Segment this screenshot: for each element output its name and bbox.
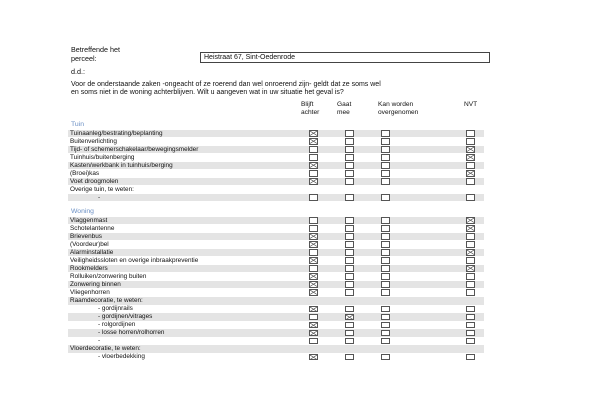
checkbox-gaat-mee[interactable] (345, 241, 354, 248)
checkbox-blijft-achter[interactable] (309, 138, 318, 145)
row-label: Alarminstallatie (70, 248, 114, 256)
row-label: Tuinaanleg/bestrating/beplanting (70, 129, 163, 137)
row-label: Voet droogmolen (70, 177, 119, 185)
row-label: Veiligheidssloten en overige inbraakpreventie (70, 256, 199, 264)
checkbox-overgenomen[interactable] (381, 170, 390, 177)
checkbox-overgenomen[interactable] (381, 314, 390, 321)
checkbox-nvt[interactable] (466, 241, 475, 248)
checklist-row (68, 217, 484, 225)
row-label: - rolgordijnen (98, 321, 136, 329)
checkbox-overgenomen[interactable] (381, 130, 390, 137)
checkbox-gaat-mee[interactable] (345, 265, 354, 272)
betreffende-label: Betreffende het (71, 45, 121, 54)
checklist-row (68, 305, 484, 313)
checkbox-nvt[interactable] (466, 225, 475, 232)
checkbox-nvt[interactable] (466, 194, 475, 201)
checkbox-overgenomen[interactable] (381, 138, 390, 145)
checkmark-x-icon (310, 258, 317, 263)
checkbox-blijft-achter[interactable] (309, 170, 318, 177)
row-label: - (98, 193, 101, 201)
checklist-row (68, 353, 484, 361)
checkbox-blijft-achter[interactable] (309, 330, 318, 337)
row-label: - gordijnrails (98, 305, 133, 313)
checkmark-x-icon (310, 242, 317, 247)
checklist-row (68, 233, 484, 241)
checkbox-gaat-mee[interactable] (345, 354, 354, 361)
checkbox-overgenomen[interactable] (381, 330, 390, 337)
row-label: Buitenverlichting (70, 137, 117, 145)
checklist-row (68, 146, 484, 154)
row-label: Vlaggenmast (70, 216, 108, 224)
row-label: Kasten/werkbank in tuinhuis/berging (70, 161, 173, 169)
checkbox-blijft-achter[interactable] (309, 154, 318, 161)
checkmark-x-icon (310, 163, 317, 168)
checkbox-gaat-mee[interactable] (345, 314, 354, 321)
checkbox-nvt[interactable] (466, 330, 475, 337)
checkbox-gaat-mee[interactable] (345, 281, 354, 288)
checkbox-gaat-mee[interactable] (345, 225, 354, 232)
checklist-row (68, 249, 484, 257)
row-label: (Broei)kas (70, 169, 100, 177)
intro-line-2: en soms niet in de woning achterblijven. Wilt u aangeven wat in uw situatie het geval is? (71, 89, 344, 97)
intro-line-1: Voor de onderstaande zaken -ongeacht of ze roerend dan wel onroerend zijn- geldt dat ze soms wel (71, 81, 381, 88)
checkmark-x-icon (467, 171, 474, 176)
checkbox-blijft-achter[interactable] (309, 241, 318, 248)
checkbox-nvt[interactable] (466, 322, 475, 329)
checklist-row (68, 162, 484, 170)
checkbox-overgenomen[interactable] (381, 265, 390, 272)
checkmark-x-icon (310, 131, 317, 136)
checkbox-overgenomen[interactable] (381, 233, 390, 240)
checkbox-nvt[interactable] (466, 289, 475, 296)
checkbox-gaat-mee[interactable] (345, 338, 354, 345)
checkbox-gaat-mee[interactable] (345, 194, 354, 201)
checkbox-overgenomen[interactable] (381, 354, 390, 361)
checkbox-overgenomen[interactable] (381, 241, 390, 248)
checklist-row (68, 313, 484, 321)
checkbox-blijft-achter[interactable] (309, 306, 318, 313)
row-label: Schotelantenne (70, 224, 115, 232)
row-label: Rookmelders (70, 264, 108, 272)
checkmark-x-icon (310, 355, 317, 360)
checkmark-x-icon (310, 323, 317, 328)
row-label: Raamdecoratie, te weten: (70, 297, 143, 304)
checklist-row (68, 321, 484, 329)
checkbox-nvt[interactable] (466, 314, 475, 321)
checkmark-x-icon (310, 331, 317, 336)
checkbox-blijft-achter[interactable] (309, 217, 318, 224)
checkbox-overgenomen[interactable] (381, 273, 390, 280)
row-label: Zonwering binnen (70, 280, 121, 288)
checkbox-blijft-achter[interactable] (309, 322, 318, 329)
checkbox-blijft-achter[interactable] (309, 130, 318, 137)
checkbox-nvt[interactable] (466, 273, 475, 280)
checkbox-overgenomen[interactable] (381, 338, 390, 345)
checkbox-gaat-mee[interactable] (345, 306, 354, 313)
row-label: Tuinhuis/buitenberging (70, 153, 135, 161)
checkbox-gaat-mee[interactable] (345, 273, 354, 280)
checkbox-gaat-mee[interactable] (345, 322, 354, 329)
checkbox-blijft-achter[interactable] (309, 162, 318, 169)
checkmark-x-icon (310, 282, 317, 287)
checkbox-overgenomen[interactable] (381, 146, 390, 153)
checkmark-x-icon (467, 266, 474, 271)
checkbox-gaat-mee[interactable] (345, 154, 354, 161)
checkbox-blijft-achter[interactable] (309, 194, 318, 201)
checkbox-overgenomen[interactable] (381, 322, 390, 329)
checkbox-nvt[interactable] (466, 154, 475, 161)
checkbox-overgenomen[interactable] (381, 281, 390, 288)
checkbox-gaat-mee[interactable] (345, 146, 354, 153)
checkbox-gaat-mee[interactable] (345, 257, 354, 264)
row-label: Tijd- of schemerschakelaar/bewegingsmelder (70, 145, 199, 153)
checkbox-blijft-achter[interactable] (309, 146, 318, 153)
checklist-row (68, 281, 484, 289)
checkbox-blijft-achter[interactable] (309, 178, 318, 185)
checklist-row (68, 337, 484, 345)
checkbox-blijft-achter[interactable] (309, 233, 318, 240)
checkmark-x-icon (346, 315, 353, 320)
checklist-row (68, 154, 484, 162)
checkbox-nvt[interactable] (466, 249, 475, 256)
checklist-row (68, 178, 484, 186)
checkbox-nvt[interactable] (466, 281, 475, 288)
checkmark-x-icon (467, 250, 474, 255)
checkbox-blijft-achter[interactable] (309, 281, 318, 288)
checkbox-overgenomen[interactable] (381, 289, 390, 296)
checkbox-gaat-mee[interactable] (345, 249, 354, 256)
checkmark-x-icon (310, 290, 317, 295)
checkmark-x-icon (467, 218, 474, 223)
checkbox-nvt[interactable] (466, 138, 475, 145)
checkbox-overgenomen[interactable] (381, 178, 390, 185)
checkbox-nvt[interactable] (466, 178, 475, 185)
checkbox-blijft-achter[interactable] (309, 265, 318, 272)
checkmark-x-icon (310, 139, 317, 144)
checkbox-gaat-mee[interactable] (345, 162, 354, 169)
intro-text (71, 81, 531, 98)
checklist-row (68, 138, 484, 146)
checkbox-gaat-mee[interactable] (345, 330, 354, 337)
checkbox-blijft-achter[interactable] (309, 273, 318, 280)
checkbox-nvt[interactable] (466, 130, 475, 137)
checklist-row (68, 345, 484, 353)
checkmark-x-icon (310, 179, 317, 184)
checkbox-nvt[interactable] (466, 257, 475, 264)
row-label: - gordijnen/vitrages (98, 313, 153, 321)
checkbox-overgenomen[interactable] (381, 217, 390, 224)
checkbox-nvt[interactable] (466, 217, 475, 224)
checklist-row (68, 130, 484, 138)
checklist-row (68, 297, 484, 305)
checkbox-overgenomen[interactable] (381, 194, 390, 201)
checklist-row (68, 170, 484, 178)
checklist-row (68, 257, 484, 265)
col-kan-worden-overgenomen: Kan worden overgenomen (378, 101, 419, 116)
section-title: Woning (71, 208, 94, 215)
checkbox-nvt[interactable] (466, 162, 475, 169)
checkmark-x-icon (310, 234, 317, 239)
checkbox-blijft-achter[interactable] (309, 249, 318, 256)
checkmark-x-icon (467, 226, 474, 231)
perceel-label: perceel: (71, 54, 97, 63)
checkbox-overgenomen[interactable] (381, 257, 390, 264)
checklist-row (68, 225, 484, 233)
checkbox-nvt[interactable] (466, 265, 475, 272)
section-title: Tuin (71, 121, 84, 128)
row-label: Vloerdecoratie, te weten: (70, 345, 141, 353)
row-label: - (98, 337, 101, 345)
checkbox-gaat-mee[interactable] (345, 178, 354, 185)
checkmark-x-icon (467, 147, 474, 152)
checkbox-nvt[interactable] (466, 306, 475, 313)
checklist-row (68, 194, 484, 202)
checkbox-overgenomen[interactable] (381, 225, 390, 232)
checklist-row (68, 186, 484, 194)
row-label: (Voordeur)bel (70, 240, 109, 248)
checklist-row (68, 329, 484, 337)
checkmark-x-icon (310, 274, 317, 279)
row-label: Brievenbus (70, 232, 102, 240)
checkbox-gaat-mee[interactable] (345, 289, 354, 296)
checkbox-gaat-mee[interactable] (345, 130, 354, 137)
checkbox-blijft-achter[interactable] (309, 354, 318, 361)
checkmark-x-icon (310, 307, 317, 312)
checkbox-nvt[interactable] (466, 146, 475, 153)
row-label: Overige tuin, te weten: (70, 185, 134, 193)
checklist-row (68, 265, 484, 273)
col-nvt: NVT (464, 101, 478, 108)
dd-label: d.d.: (71, 67, 85, 76)
checkbox-blijft-achter[interactable] (309, 257, 318, 264)
checklist-row (68, 273, 484, 281)
row-label: - losse horren/rolhorren (98, 329, 165, 337)
checkbox-blijft-achter[interactable] (309, 289, 318, 296)
checkbox-gaat-mee[interactable] (345, 217, 354, 224)
checkbox-nvt[interactable] (466, 233, 475, 240)
checkbox-nvt[interactable] (466, 170, 475, 177)
checkbox-overgenomen[interactable] (381, 154, 390, 161)
checkbox-overgenomen[interactable] (381, 249, 390, 256)
row-label: Vliegenhorren (70, 288, 110, 296)
checkbox-nvt[interactable] (466, 338, 475, 345)
row-label: - vloerbedekking (98, 353, 145, 361)
checkbox-blijft-achter[interactable] (309, 338, 318, 345)
checkbox-blijft-achter[interactable] (309, 314, 318, 321)
checkbox-blijft-achter[interactable] (309, 225, 318, 232)
checkbox-nvt[interactable] (466, 354, 475, 361)
row-label: Rolluiken/zonwering buiten (70, 272, 147, 280)
checkbox-gaat-mee[interactable] (345, 233, 354, 240)
col-blijft-achter: Blijft achter (301, 101, 320, 116)
checkbox-gaat-mee[interactable] (345, 138, 354, 145)
perceel-field[interactable]: Heistraat 67, Sint-Oedenrode (200, 52, 490, 63)
checkmark-x-icon (467, 155, 474, 160)
checkbox-overgenomen[interactable] (381, 306, 390, 313)
checklist-row (68, 241, 484, 249)
checkbox-overgenomen[interactable] (381, 162, 390, 169)
col-gaat-mee: Gaat mee (337, 101, 352, 116)
checkbox-gaat-mee[interactable] (345, 170, 354, 177)
checklist-row (68, 289, 484, 297)
